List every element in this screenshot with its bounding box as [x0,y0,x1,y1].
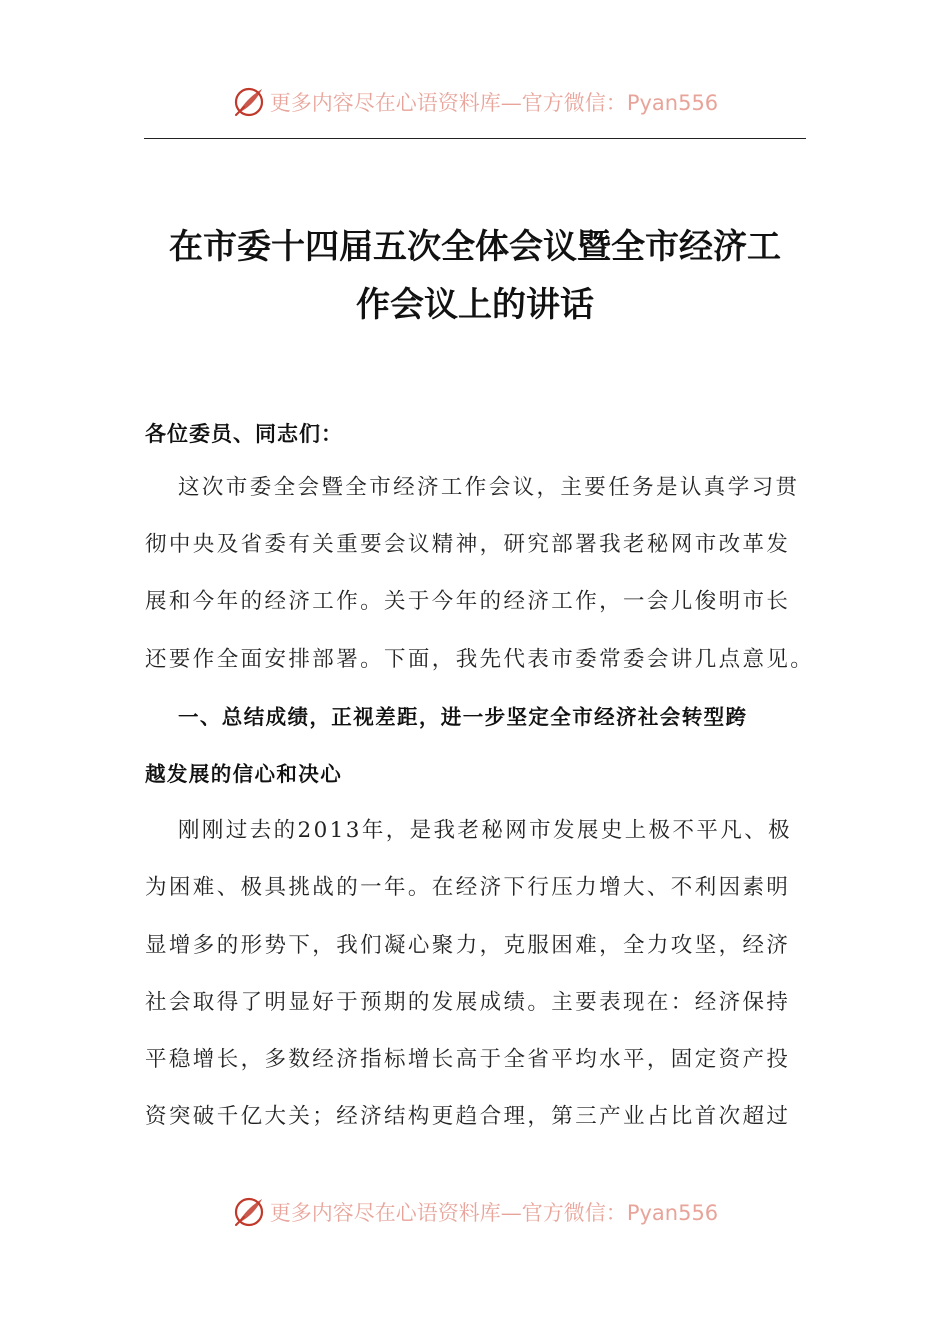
title-line-2: 作会议上的讲话 [356,285,594,325]
paragraph-line: 刚刚过去的2013年，是我老秘网市发展史上极不平凡、极 [178,818,793,843]
paragraph-line: 社会取得了明显好于预期的发展成绩。主要表现在：经济保持 [145,990,791,1015]
salutation: 各位委员、同志们： [145,422,343,446]
footer-banner [0,1192,950,1232]
header-banner-label: 更多内容尽在心语资料库—官方微信： [269,91,627,115]
header-banner-id: Pyan556 [626,91,719,115]
footer-banner-id: Pyan556 [626,1201,719,1225]
document-title [140,218,810,334]
footer-banner-label: 更多内容尽在心语资料库—官方微信： [269,1201,627,1225]
header-banner [0,82,950,122]
paragraph-line: 为困难、极具挑战的一年。在经济下行压力增大、不利因素明 [145,875,791,900]
paragraph-line: 资突破千亿大关；经济结构更趋合理，第三产业占比首次超过 [145,1104,791,1129]
paragraph-line: 彻中央及省委有关重要会议精神，研究部署我老秘网市改革发 [145,532,791,557]
paragraph-line: 还要作全面安排部署。下面，我先代表市委常委会讲几点意见。 [145,647,815,672]
title-line-1: 在市委十四届五次全体会议暨全市经济工 [169,227,781,267]
paragraph-line: 展和今年的经济工作。关于今年的经济工作，一会儿俊明市长 [145,589,791,614]
header-banner-text [270,87,718,117]
paragraph-line: 显增多的形势下，我们凝心聚力，克服困难，全力攻坚，经济 [145,933,791,958]
section-heading-line: 一、总结成绩，正视差距，进一步坚定全市经济社会转型跨 [178,705,748,729]
header-divider [144,138,806,139]
feather-pen-logo-icon [232,1195,266,1229]
feather-pen-logo-icon [232,85,266,119]
footer-banner-text [270,1197,718,1227]
section-heading-line: 越发展的信心和决心 [145,762,343,786]
paragraph-line: 这次市委全会暨全市经济工作会议，主要任务是认真学习贯 [178,475,800,500]
paragraph-line: 平稳增长，多数经济指标增长高于全省平均水平，固定资产投 [145,1047,791,1072]
